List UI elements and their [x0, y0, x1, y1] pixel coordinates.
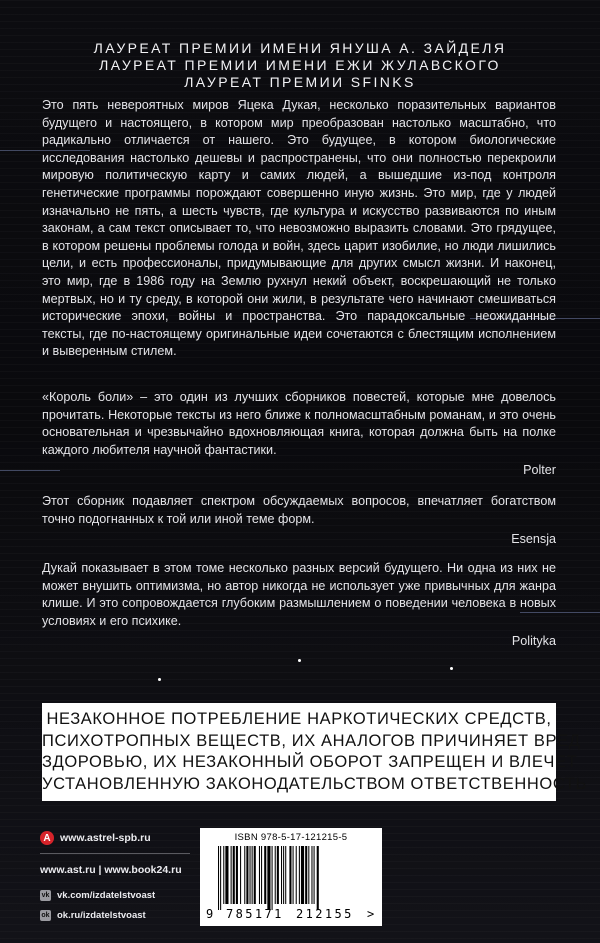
- publisher-logo-icon: A: [40, 831, 54, 845]
- decorative-dot: [450, 667, 453, 670]
- barcode-bar: [246, 846, 248, 904]
- barcode-bar: [244, 846, 245, 904]
- barcode-bar: [261, 846, 262, 904]
- warning-line: ПСИХОТРОПНЫХ ВЕЩЕСТВ, ИХ АНАЛОГОВ ПРИЧИНЯЕТ ВРЕД: [42, 731, 581, 750]
- divider: [40, 853, 190, 854]
- barcode-bar: [250, 846, 251, 904]
- ok-link[interactable]: ok.ru/izdatelstvoast: [57, 909, 146, 921]
- barcode-bar: [296, 846, 297, 904]
- review-source: Polityka: [511, 634, 556, 649]
- barcode-bar: [223, 846, 224, 904]
- warning-line: НЕЗАКОННОЕ ПОТРЕБЛЕНИЕ НАРКОТИЧЕСКИХ СРЕДСТВ,: [46, 710, 552, 728]
- barcode-bar: [225, 846, 228, 904]
- review-source: Esensja: [511, 532, 556, 547]
- laureate-list: [0, 40, 600, 91]
- legal-warning-box: [42, 703, 587, 801]
- barcode-bar: [299, 846, 300, 904]
- barcode-bar: [281, 846, 282, 904]
- barcode-bar: [254, 846, 256, 904]
- publisher-site-link[interactable]: www.astrel-spb.ru: [60, 832, 151, 844]
- laureate-line: ЛАУРЕАТ ПРЕМИИ SFINKS: [184, 74, 416, 90]
- barcode-bar: [317, 846, 319, 910]
- publisher-sites-line[interactable]: www.ast.ru | www.book24.ru: [40, 864, 182, 876]
- laureate-line: ЛАУРЕАТ ПРЕМИИ ИМЕНИ ЕЖИ ЖУЛАВСКОГО: [99, 57, 501, 73]
- review-polityka: [42, 560, 556, 651]
- barcode: [200, 828, 382, 926]
- review-text: Этот сборник подавляет спектром обсуждаемых вопросов, впечатляет богатством точно подогнанных к той или иной теме форм.: [42, 494, 556, 526]
- barcode-bar: [259, 846, 260, 904]
- book-description: Это пять невероятных миров Яцека Дукая, несколько поразительных вариантов будущего и настоящего, в котором мир преобразован настолько масштабно, что радикально отличается от нашего. Это будущее, в котором биологические исследования настолько дешевы и распространены, что они полностью перекроили мировую политическую карту и самих людей, а вышедшие из-под контроля генетические программы порождают совершенно иную жизнь. Это мир, где у людей изначально не пять, а шесть чувств, где культура и искусство развиваются по иным законам, а сам текст описывает то, что невозможно выразить словами. Это грядущее, в котором решены проблемы голода и войн, здесь царит изобилие, но люди лишились цели, и есть профессионалы, придумывающие для других смысл жизни. И наконец, это мир, где в 1986 году на Землю рухнул некий объект, воскрешающий не только мертвых, но и ту среду, в которой они жили, в результате чего начинают смешиваться исторические эпохи, войны и пространства. Это парадоксальные неожиданные тексты, где по-настоящему оригинальные идеи сочетаются с блестящим исполнением и выверенным стилем.: [42, 98, 556, 359]
- barcode-lead-digit: 9: [206, 907, 214, 921]
- barcode-bar: [264, 846, 266, 904]
- warning-line: ЗДОРОВЬЮ, ИХ НЕЗАКОННЫЙ ОБОРОТ ЗАПРЕЩЕН И ВЛЕЧЕТ: [42, 753, 578, 771]
- review-polter: [42, 389, 556, 480]
- barcode-bar: [275, 846, 276, 904]
- decorative-dot: [158, 678, 161, 681]
- warning-line: УСТАНОВЛЕННУЮ ЗАКОНОДАТЕЛЬСТВОМ ОТВЕТСТВЕННОСТЬ: [42, 774, 587, 793]
- barcode-bars: [218, 846, 364, 910]
- publisher-info: [40, 829, 190, 927]
- barcode-right-digits: 212155: [296, 907, 354, 921]
- ok-icon: ok: [41, 911, 50, 919]
- laureate-line: ЛАУРЕАТ ПРЕМИИ ИМЕНИ ЯНУША А. ЗАЙДЕЛЯ: [93, 40, 507, 56]
- barcode-left-digits: 785171: [226, 907, 284, 921]
- decorative-dot: [298, 659, 301, 662]
- isbn-number: ISBN 978-5-17-121215-5: [234, 832, 348, 843]
- barcode-bar: [218, 846, 219, 910]
- review-text: Дукай показывает в этом томе несколько разных версий будущего. Ни одна из них не может внушить оптимизма, но автор никогда не использует уже привычных для жанра клише. И это сопровождается глубоким размышлением о поведении человека в новых условиях и его психике.: [42, 561, 556, 628]
- barcode-bar: [311, 846, 312, 904]
- barcode-bar: [314, 846, 315, 904]
- review-source: Polter: [523, 463, 556, 478]
- barcode-bar: [283, 846, 284, 904]
- barcode-bar: [272, 846, 273, 910]
- barcode-bar: [285, 846, 286, 904]
- barcode-bar: [293, 846, 294, 904]
- barcode-bar: [231, 846, 232, 904]
- barcode-bar: [220, 846, 221, 910]
- barcode-bar: [240, 846, 241, 904]
- barcode-bar: [252, 846, 253, 904]
- barcode-bar: [277, 846, 279, 904]
- barcode-bar: [308, 846, 309, 904]
- barcode-bar: [233, 846, 235, 904]
- barcode-bar: [305, 846, 307, 904]
- barcode-bar: [236, 846, 238, 904]
- barcode-bar: [301, 846, 304, 904]
- barcode-bar: [289, 846, 291, 904]
- barcode-bar: [267, 846, 270, 910]
- review-text: «Король боли» – это один из лучших сборников повестей, которые мне довелось прочитать. Некоторые тексты из него ближе к полномасштабным романам, и это очень основательная и чрезвычайно вдохновляющая книга, которая должна быть на полке каждого любителя научной фантастики.: [42, 390, 556, 457]
- vk-icon: vk: [41, 891, 50, 899]
- review-esensja: [42, 493, 556, 549]
- vk-link[interactable]: vk.com/izdatelstvoast: [57, 889, 156, 901]
- barcode-arrow: >: [367, 907, 375, 921]
